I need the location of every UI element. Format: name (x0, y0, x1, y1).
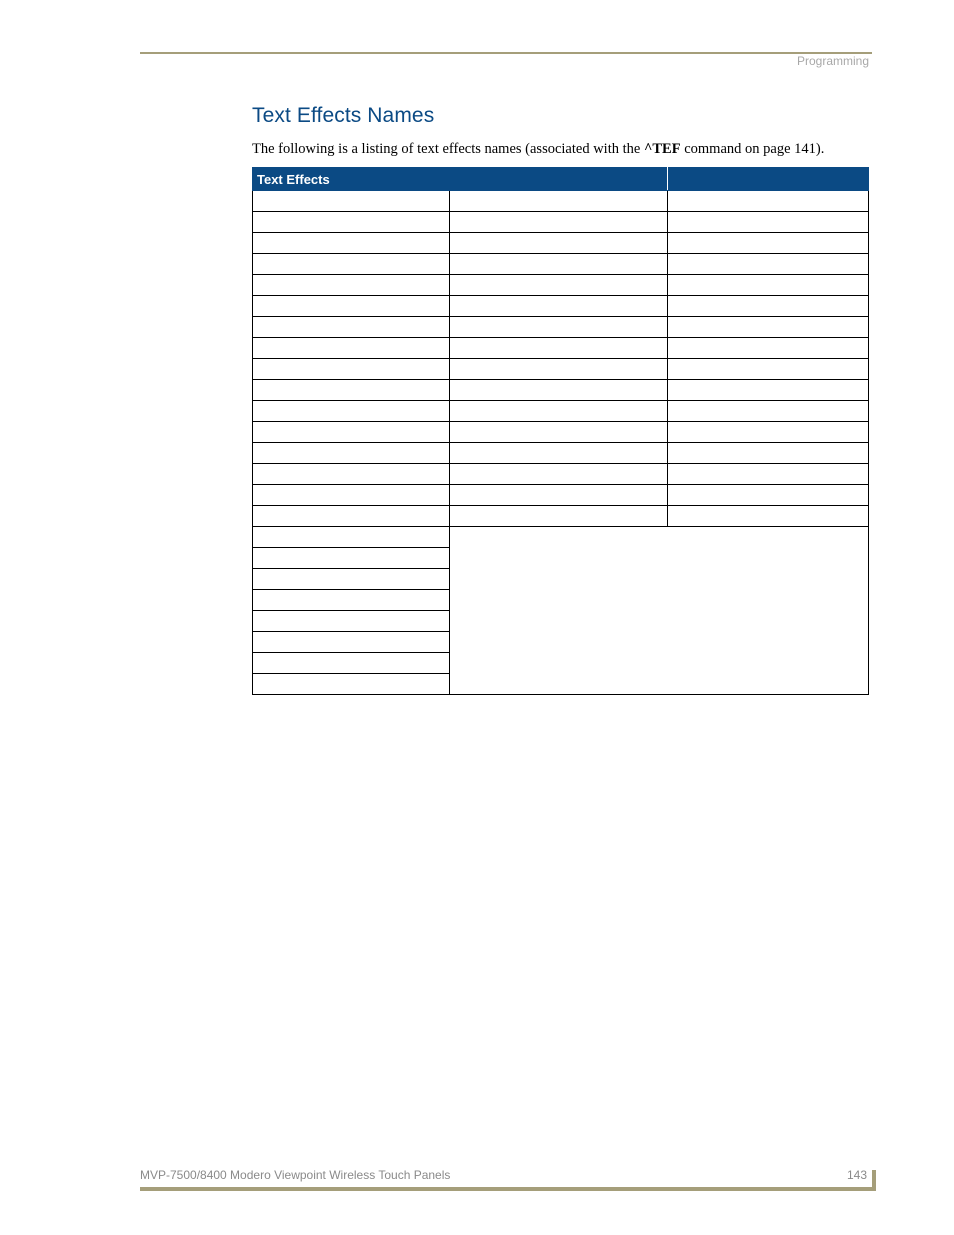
table-cell (450, 506, 668, 527)
table-cell (253, 296, 450, 317)
table-row (253, 212, 869, 233)
table-cell (668, 275, 869, 296)
table-row (253, 338, 869, 359)
text-effects-table (252, 167, 869, 695)
table-cell (253, 527, 450, 548)
table-cell (253, 632, 450, 653)
table-cell (450, 275, 668, 296)
table-cell (450, 233, 668, 254)
table-cell (253, 254, 450, 275)
table-cell (668, 359, 869, 380)
table-header-text-effects: Text Effects (253, 168, 668, 191)
table-merged-cell (450, 527, 869, 695)
table-cell (253, 380, 450, 401)
table-cell (668, 464, 869, 485)
table-cell (253, 443, 450, 464)
footer-product-name: MVP-7500/8400 Modero Viewpoint Wireless Touch Panels (140, 1168, 451, 1182)
table-cell (450, 317, 668, 338)
table-row (253, 485, 869, 506)
page-title: Text Effects Names (252, 104, 435, 127)
table-cell (253, 359, 450, 380)
table-cell (253, 485, 450, 506)
table-header-extra (668, 168, 869, 191)
table-cell (668, 317, 869, 338)
table-row (253, 464, 869, 485)
table-row (253, 296, 869, 317)
table-cell (668, 233, 869, 254)
table-cell (450, 464, 668, 485)
table-cell (253, 464, 450, 485)
table-cell (668, 506, 869, 527)
table-cell (253, 338, 450, 359)
table-cell (450, 254, 668, 275)
table-cell (253, 212, 450, 233)
table-cell (668, 380, 869, 401)
table-cell (253, 548, 450, 569)
table-cell (450, 212, 668, 233)
table-cell (253, 317, 450, 338)
table-cell (450, 359, 668, 380)
table-cell (253, 674, 450, 695)
table-cell (253, 401, 450, 422)
table-cell (668, 191, 869, 212)
table-cell (668, 401, 869, 422)
table-row (253, 422, 869, 443)
footer-rule (140, 1187, 876, 1191)
intro-text-before: The following is a listing of text effects names (associated with the (252, 141, 644, 157)
table-row (253, 275, 869, 296)
table-row (253, 443, 869, 464)
table-header-row (253, 168, 869, 191)
table-row (253, 401, 869, 422)
table-row (253, 506, 869, 527)
table-cell (253, 653, 450, 674)
table-cell (253, 191, 450, 212)
table-row (253, 254, 869, 275)
table-cell (668, 485, 869, 506)
table-cell (450, 296, 668, 317)
footer-page-number: 143 (846, 1168, 867, 1182)
table-row (253, 317, 869, 338)
header-rule (140, 52, 872, 54)
table-cell (253, 275, 450, 296)
table-cell (450, 443, 668, 464)
header-section-label: Programming (796, 54, 869, 68)
table-cell (450, 401, 668, 422)
table-cell (668, 422, 869, 443)
table-row (253, 380, 869, 401)
table-row (253, 191, 869, 212)
table-cell (253, 506, 450, 527)
table-cell (450, 485, 668, 506)
intro-paragraph (252, 140, 868, 158)
table-cell (668, 296, 869, 317)
table-cell (668, 338, 869, 359)
table-row (253, 233, 869, 254)
table-cell (668, 443, 869, 464)
table-cell (253, 611, 450, 632)
table-cell (668, 254, 869, 275)
table-cell (668, 212, 869, 233)
table-cell (450, 422, 668, 443)
tef-command: ^TEF (643, 141, 681, 157)
table-body (253, 191, 869, 695)
table-cell (253, 422, 450, 443)
table-cell (450, 338, 668, 359)
table-cell (450, 380, 668, 401)
table-row (253, 359, 869, 380)
table-cell (253, 590, 450, 611)
table-cell (253, 233, 450, 254)
intro-text-after: command on page 141). (680, 141, 825, 157)
table-cell (253, 569, 450, 590)
table-cell (450, 191, 668, 212)
table-row (253, 527, 869, 548)
